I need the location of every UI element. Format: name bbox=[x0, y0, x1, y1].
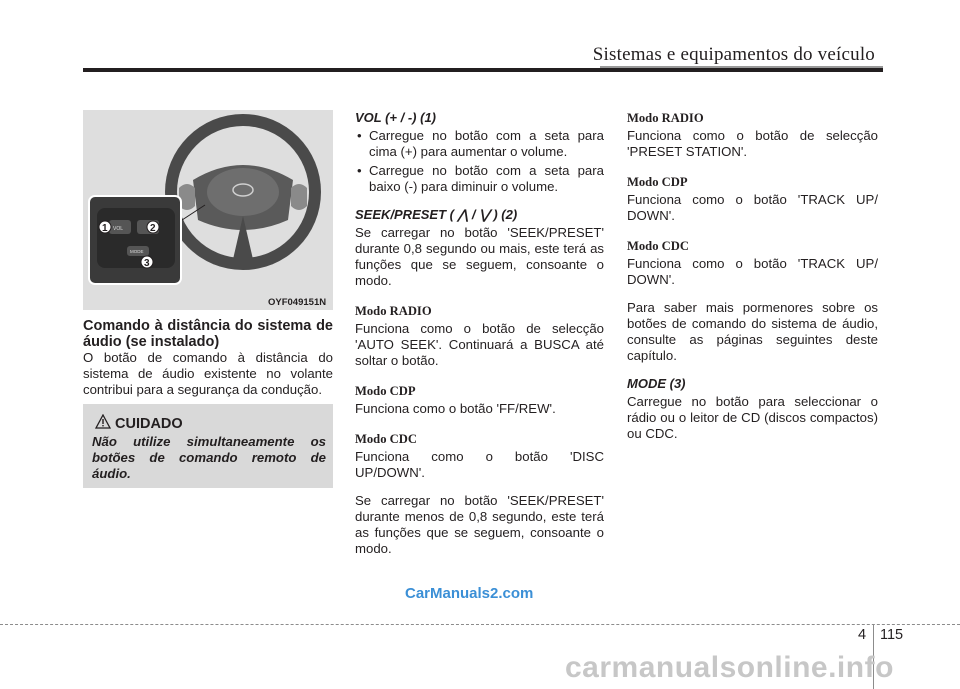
more-info-text: Para saber mais pormenores sobre os botões de comando do sistema de áudio, consulte as páginas seguintes deste capítulo. bbox=[627, 300, 878, 363]
steering-wheel-illustration bbox=[83, 110, 333, 310]
footer-rule bbox=[0, 624, 960, 625]
mode-text: MODE bbox=[130, 249, 144, 254]
site-watermark: carmanualsonline.info bbox=[565, 651, 894, 684]
vol-text: VOL bbox=[113, 226, 124, 232]
seek-heading: SEEK/PRESET ( ⋀ / ⋁ ) (2) bbox=[355, 207, 518, 222]
cdp-mode-heading: Modo CDP bbox=[627, 175, 688, 189]
cdp-mode-text: Funciona como o botão 'TRACK UP/ DOWN'. bbox=[627, 192, 878, 223]
remote-audio-heading: Comando à distância do sistema de áudio (se instalado) bbox=[83, 318, 333, 350]
column-2 bbox=[355, 110, 604, 557]
cdc-mode-heading: Modo CDC bbox=[627, 239, 689, 253]
remote-audio-body: O botão de comando à distância do sistema de áudio existente no volante contribui para a segurança da condução. bbox=[83, 350, 333, 397]
caution-body: Não utilize simultaneamente os botões de comando remoto de áudio. bbox=[92, 434, 326, 481]
vol-list bbox=[355, 128, 604, 195]
chapter-number: 4 bbox=[858, 627, 867, 643]
cdc-mode-heading: Modo CDC bbox=[355, 432, 417, 446]
list-item: • Carregue no botão com a seta para baixo (-) para diminuir o volume. bbox=[355, 163, 604, 195]
figure-caption: OYF049151N bbox=[268, 297, 327, 308]
cdp-mode-text: Funciona como o botão 'FF/REW'. bbox=[355, 401, 556, 416]
cdc-mode-text: Funciona como o botão 'TRACK UP/ DOWN'. bbox=[627, 256, 878, 287]
callout-3-label: 3 bbox=[144, 258, 150, 269]
radio-mode-heading: Modo RADIO bbox=[627, 111, 704, 125]
caution-title: CUIDADO bbox=[115, 416, 183, 432]
cdp-mode-heading: Modo CDP bbox=[355, 384, 416, 398]
callout-1-label: 1 bbox=[102, 223, 108, 234]
mode-text: Carregue no botão para seleccionar o rádio ou o leitor de CD (discos compactos) ou CDC. bbox=[627, 394, 878, 441]
inset-panel bbox=[97, 208, 175, 268]
vol-heading: VOL (+ / -) (1) bbox=[355, 110, 437, 125]
carmanuals-watermark[interactable]: CarManuals2.com bbox=[405, 585, 534, 602]
right-controls bbox=[291, 184, 307, 210]
section-title: Sistemas e equipamentos do veículo bbox=[592, 44, 875, 65]
seek-short-text: Se carregar no botão 'SEEK/PRESET' durante menos de 0,8 segundo, este terá as funções que se seguem, consoante o modo. bbox=[355, 493, 604, 556]
column-3 bbox=[627, 110, 878, 442]
callout-2-label: 2 bbox=[150, 223, 156, 234]
list-item: • Carregue no botão com a seta para cima (+) para aumentar o volume. bbox=[355, 128, 604, 160]
radio-mode-text: Funciona como o botão de selecção 'PRESET STATION'. bbox=[627, 128, 878, 159]
seek-intro: Se carregar no botão 'SEEK/PRESET' durante 0,8 segundo ou mais, este terá as funções que se seguem, consoante o modo. bbox=[355, 225, 604, 288]
cdc-mode-text: Funciona como o botão 'DISC UP/DOWN'. bbox=[355, 449, 604, 480]
header-rule bbox=[83, 68, 883, 72]
warning-icon bbox=[95, 414, 111, 434]
radio-mode-heading: Modo RADIO bbox=[355, 304, 432, 318]
page-number: 115 bbox=[880, 627, 904, 643]
airbag-cover bbox=[207, 168, 279, 216]
steering-wheel-figure bbox=[83, 110, 333, 310]
radio-mode-text: Funciona como o botão de selecção 'AUTO SEEK'. Continuará a BUSCA até soltar o botão. bbox=[355, 321, 604, 368]
mode-heading: MODE (3) bbox=[627, 376, 686, 391]
